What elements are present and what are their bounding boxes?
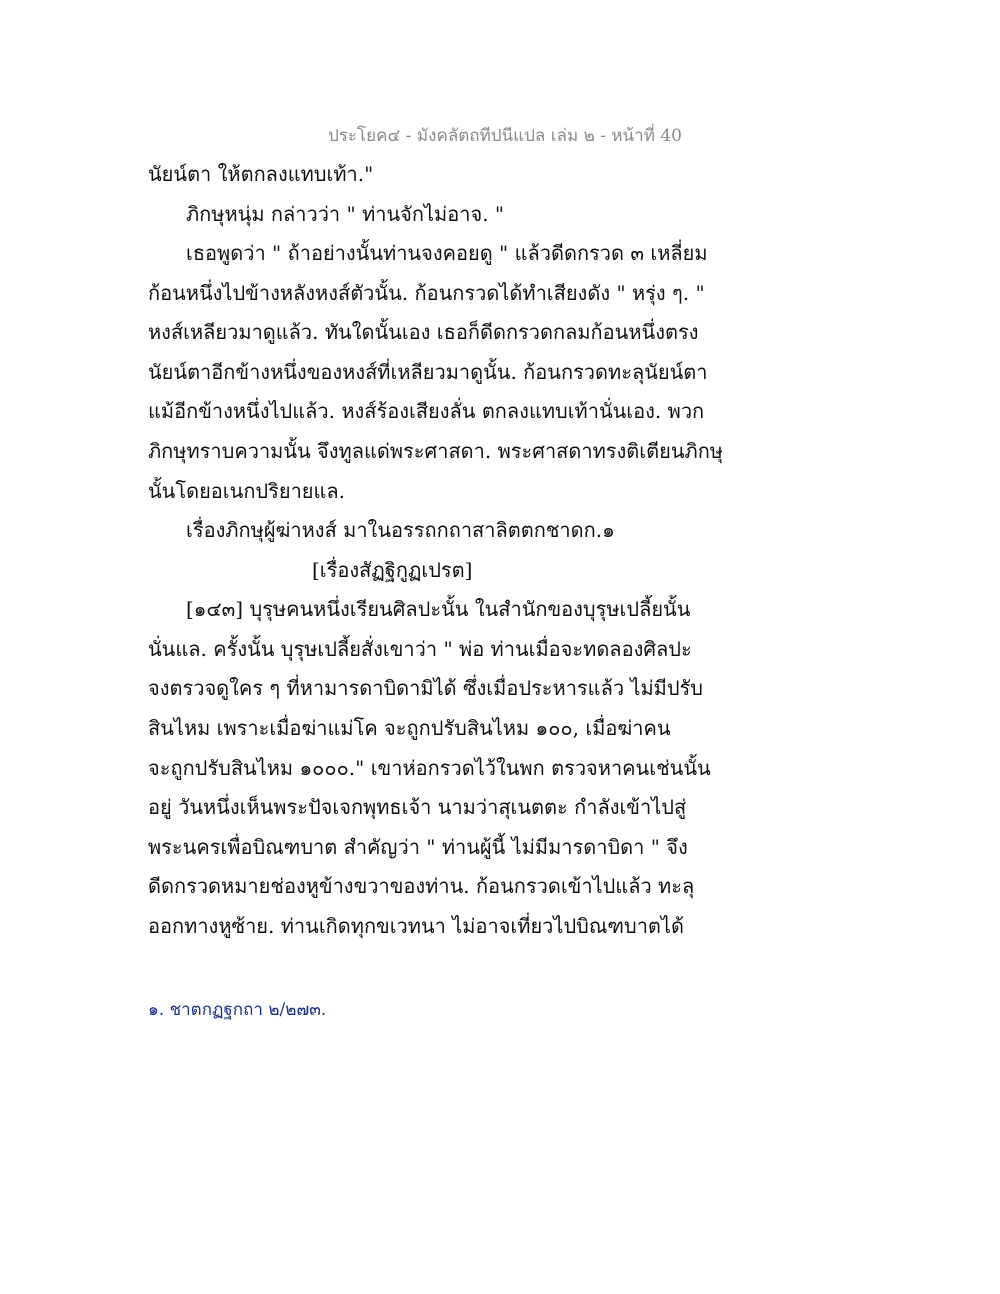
body-line-8: ภิกษุทราบความนั้น จึงทูลแด่พระศาสดา. พระศาสดาทรงติเตียนภิกษุ bbox=[148, 439, 723, 463]
body-line-9: นั้นโดยอเนกปริยายแล. bbox=[148, 479, 346, 503]
body-line-5: หงส์เหลียวมาดูแล้ว. ทันใดนั้นเอง เธอก็ดีดกรวดกลมก้อนหนึ่งตรง bbox=[148, 320, 699, 344]
body-line-20: ออกทางหูซ้าย. ท่านเกิดทุกขเวทนา ไม่อาจเที่ยวไปบิณฑบาตได้ bbox=[148, 914, 684, 938]
body-line-12: [๑๔๓] บุรุษคนหนึ่งเรียนศิลปะนั้น ในสำนักของบุรุษเปลี้ยนั้น bbox=[186, 597, 691, 621]
body-line-2: ภิกษุหนุ่ม กล่าวว่า " ท่านจักไม่อาจ. " bbox=[186, 202, 505, 226]
body-line-4: ก้อนหนึ่งไปข้างหลังหงส์ตัวนั้น. ก้อนกรวดได้ทำเสียงดัง " หรุ่ง ๆ. " bbox=[148, 281, 705, 305]
footnote: ๑. ชาตกฏฐกถา ๒/๒๗๓. bbox=[148, 1000, 327, 1020]
body-line-3: เธอพูดว่า " ถ้าอย่างนั้นท่านจงคอยดู " แล้วดีดกรวด ๓ เหลี่ยม bbox=[186, 241, 708, 265]
body-line-14: จงตรวจดูใคร ๆ ที่หามารดาบิดามิได้ ซึ่งเมื่อประหารแล้ว ไม่มีปรับ bbox=[148, 676, 703, 700]
body-line-6: นัยน์ตาอีกข้างหนึ่งของหงส์ที่เหลียวมาดูนั้น. ก้อนกรวดทะลุนัยน์ตา bbox=[148, 360, 708, 384]
section-heading: [เรื่องสัฏฐิกูฏเปรต] bbox=[312, 558, 473, 582]
running-header: ประโยค๔ - มังคลัตถทีปนีแปล เล่ม ๒ - หน้าที่ 40 bbox=[328, 126, 682, 146]
body-line-17: อยู่ วันหนึ่งเห็นพระปัจเจกพุทธเจ้า นามว่าสุเนตตะ กำลังเข้าไปสู่ bbox=[148, 795, 687, 819]
body-line-15: สินไหม เพราะเมื่อฆ่าแม่โค จะถูกปรับสินไหม ๑๐๐, เมื่อฆ่าคน bbox=[148, 716, 671, 740]
body-line-19: ดีดกรวดหมายช่องหูข้างขวาของท่าน. ก้อนกรวดเข้าไปแล้ว ทะลุ bbox=[148, 874, 695, 898]
body-line-18: พระนครเพื่อบิณฑบาต สำคัญว่า " ท่านผู้นี้ ไม่มีมารดาบิดา " จึง bbox=[148, 835, 688, 859]
body-line-13: นั่นแล. ครั้งนั้น บุรุษเปลี้ยสั่งเขาว่า " พ่อ ท่านเมื่อจะทดลองศิลปะ bbox=[148, 637, 692, 661]
body-line-16: จะถูกปรับสินไหม ๑๐๐๐." เขาห่อกรวดไว้ในพก ตรวจหาคนเช่นนั้น bbox=[148, 756, 711, 780]
body-line-7: แม้อีกข้างหนึ่งไปแล้ว. หงส์ร้องเสียงลั่น ตกลงแทบเท้านั่นเอง. พวก bbox=[148, 399, 705, 423]
body-line-1: นัยน์ตา ให้ตกลงแทบเท้า." bbox=[148, 162, 374, 186]
body-line-10: เรื่องภิกษุผู้ฆ่าหงส์ มาในอรรถกถาสาลิตตกชาดก.๑ bbox=[186, 518, 615, 542]
